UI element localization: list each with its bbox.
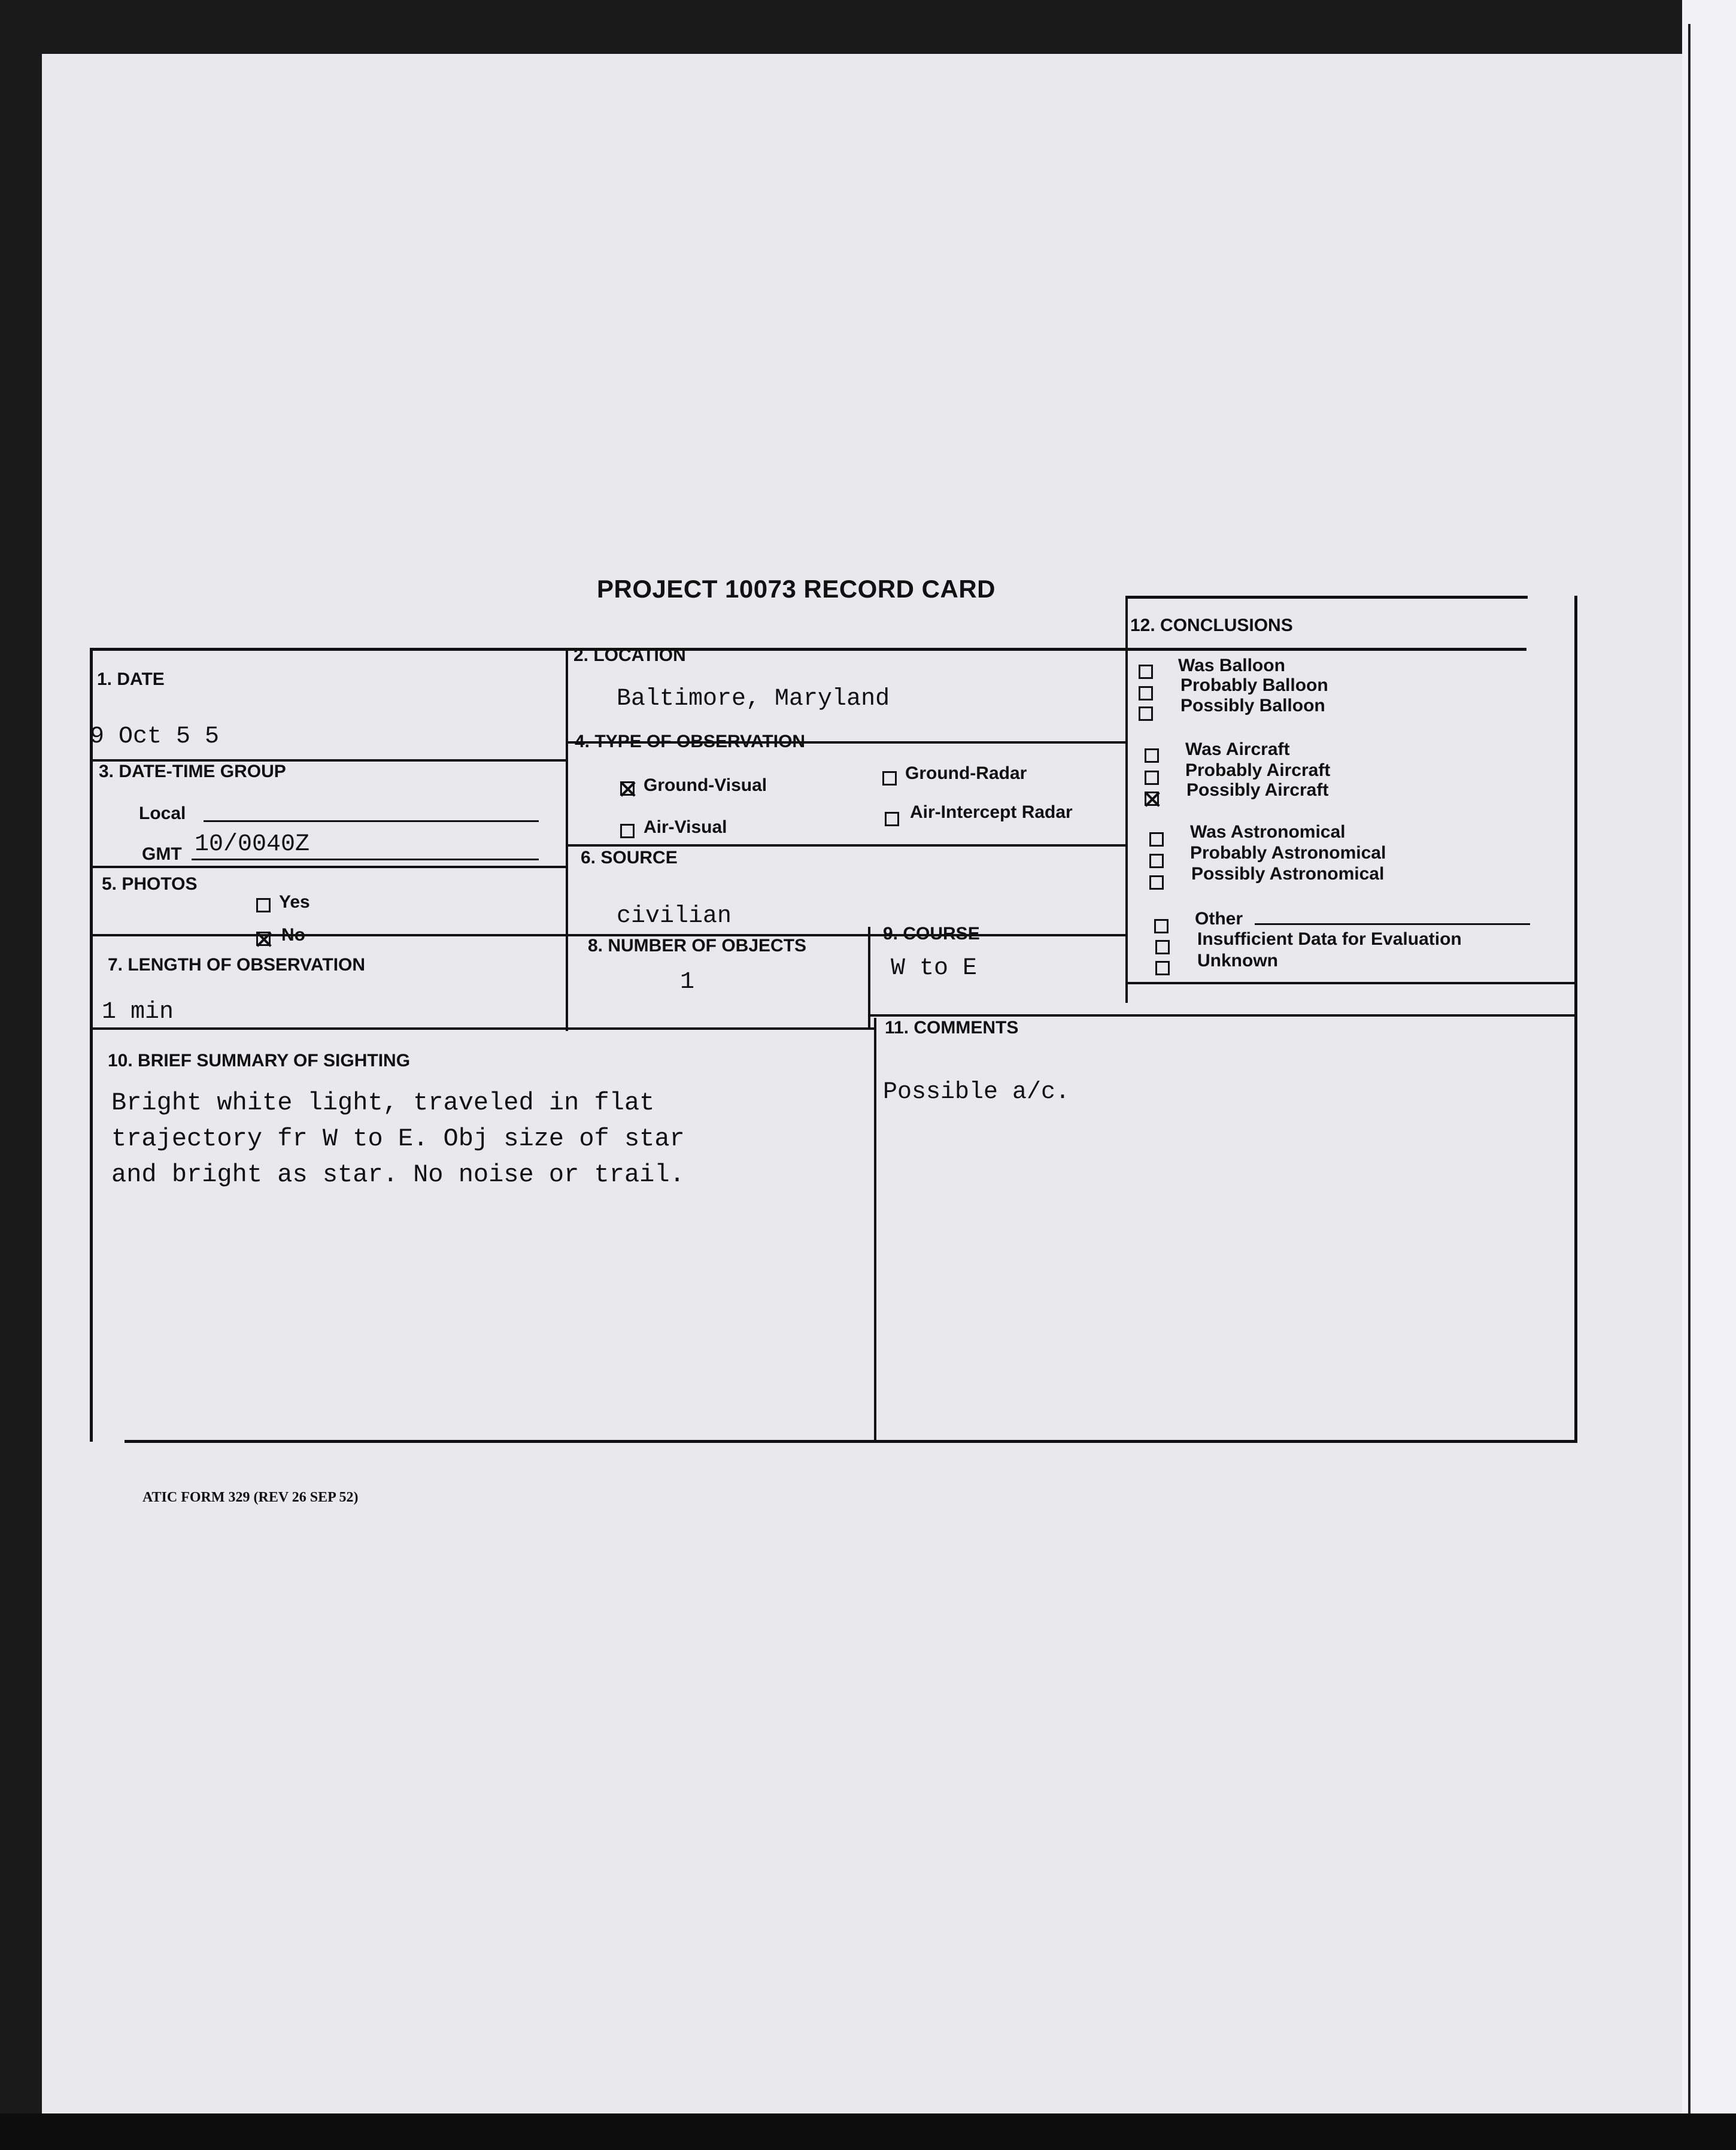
divider-conclusions — [1125, 596, 1128, 1003]
air-visual-label: Air-Visual — [644, 817, 727, 837]
source-label: 6. SOURCE — [581, 848, 678, 868]
page-fold-line — [1688, 24, 1691, 2119]
summary-line: trajectory fr W to E. Obj size of star — [111, 1124, 685, 1153]
brief-summary-label: 10. BRIEF SUMMARY OF SIGHTING — [108, 1051, 411, 1071]
summary-line: Bright white light, traveled in flat — [111, 1088, 655, 1117]
other-checkbox[interactable] — [1154, 919, 1169, 933]
divider-row-objects — [868, 1014, 1574, 1017]
divider-conclusions-bottom — [1125, 982, 1574, 984]
probably-balloon-label: Probably Balloon — [1180, 675, 1328, 695]
other-line — [1255, 923, 1530, 925]
course-label: 9. COURSE — [883, 924, 980, 944]
date-label: 1. DATE — [97, 669, 165, 689]
insufficient-data-checkbox[interactable] — [1155, 940, 1170, 954]
divider-comments — [874, 1018, 876, 1443]
possibly-aircraft-label: Possibly Aircraft — [1186, 780, 1329, 800]
photos-label: 5. PHOTOS — [102, 874, 198, 894]
course-value: W to E — [891, 955, 978, 982]
source-value: civilian — [617, 903, 732, 930]
location-label: 2. LOCATION — [573, 645, 686, 665]
card-border-left — [90, 648, 93, 1442]
other-label: Other — [1195, 909, 1243, 929]
length-of-observation-value: 1 min — [102, 999, 174, 1026]
length-of-observation-label: 7. LENGTH OF OBSERVATION — [108, 955, 366, 975]
conclusions-border-top — [1125, 596, 1528, 599]
possibly-aircraft-checkbox[interactable] — [1145, 792, 1159, 806]
was-balloon-label: Was Balloon — [1178, 656, 1285, 675]
divider-observation-bottom — [566, 844, 1125, 847]
air-visual-checkbox[interactable] — [620, 824, 635, 838]
divider-gmt — [90, 866, 567, 868]
air-intercept-radar-checkbox[interactable] — [885, 812, 899, 826]
card-border-right — [1574, 596, 1577, 1443]
card-border-bottom — [125, 1440, 1577, 1443]
gmt-label: GMT — [142, 844, 182, 864]
photos-yes-label: Yes — [279, 892, 310, 912]
ground-radar-checkbox[interactable] — [882, 771, 897, 786]
form-number: ATIC FORM 329 (REV 26 SEP 52) — [142, 1490, 359, 1505]
probably-aircraft-label: Probably Aircraft — [1185, 760, 1331, 780]
divider-length-bottom — [90, 1027, 874, 1030]
divider-course — [868, 927, 870, 1029]
photos-no-checkbox[interactable] — [256, 932, 271, 946]
gmt-line — [192, 859, 539, 860]
comments-value: Possible a/c. — [883, 1079, 1070, 1106]
probably-aircraft-checkbox[interactable] — [1145, 771, 1159, 785]
card-title: PROJECT 10073 RECORD CARD — [596, 575, 996, 603]
was-astronomical-checkbox[interactable] — [1149, 832, 1164, 847]
ground-visual-checkbox[interactable] — [620, 781, 635, 796]
scan-border — [0, 2113, 1736, 2150]
number-of-objects-label: 8. NUMBER OF OBJECTS — [588, 936, 807, 956]
location-value: Baltimore, Maryland — [617, 686, 890, 712]
probably-astronomical-label: Probably Astronomical — [1190, 843, 1386, 863]
photos-no-label: No — [281, 925, 305, 945]
date-time-group-label: 3. DATE-TIME GROUP — [99, 762, 286, 781]
possibly-balloon-checkbox[interactable] — [1139, 706, 1153, 721]
card-border-top — [90, 648, 1526, 651]
ground-radar-label: Ground-Radar — [905, 763, 1027, 783]
insufficient-data-label: Insufficient Data for Evaluation — [1197, 929, 1462, 949]
probably-balloon-checkbox[interactable] — [1139, 686, 1153, 701]
possibly-balloon-label: Possibly Balloon — [1180, 696, 1325, 715]
number-of-objects-value: 1 — [680, 969, 695, 996]
date-value: 9 Oct 5 5 — [90, 723, 220, 750]
was-aircraft-checkbox[interactable] — [1145, 748, 1159, 763]
possibly-astronomical-checkbox[interactable] — [1149, 875, 1164, 890]
photos-yes-checkbox[interactable] — [256, 898, 271, 912]
document-page — [42, 54, 1682, 2113]
was-astronomical-label: Was Astronomical — [1190, 822, 1346, 842]
local-label: Local — [139, 803, 186, 823]
comments-label: 11. COMMENTS — [885, 1018, 1019, 1038]
gmt-value: 10/0040Z — [195, 831, 310, 858]
unknown-label: Unknown — [1197, 951, 1278, 971]
summary-line: and bright as star. No noise or trail. — [111, 1160, 685, 1189]
probably-astronomical-checkbox[interactable] — [1149, 854, 1164, 868]
observation-type-label: 4. TYPE OF OBSERVATION — [575, 732, 806, 751]
air-intercept-radar-label: Air-Intercept Radar — [910, 802, 1073, 822]
divider-location — [566, 648, 568, 1031]
was-balloon-checkbox[interactable] — [1139, 665, 1153, 679]
unknown-checkbox[interactable] — [1155, 961, 1170, 975]
conclusions-label: 12. CONCLUSIONS — [1130, 615, 1293, 635]
ground-visual-label: Ground-Visual — [644, 775, 767, 795]
local-line — [204, 820, 539, 822]
brief-summary-text — [111, 1085, 830, 1193]
was-aircraft-label: Was Aircraft — [1185, 739, 1290, 759]
possibly-astronomical-label: Possibly Astronomical — [1191, 864, 1385, 884]
